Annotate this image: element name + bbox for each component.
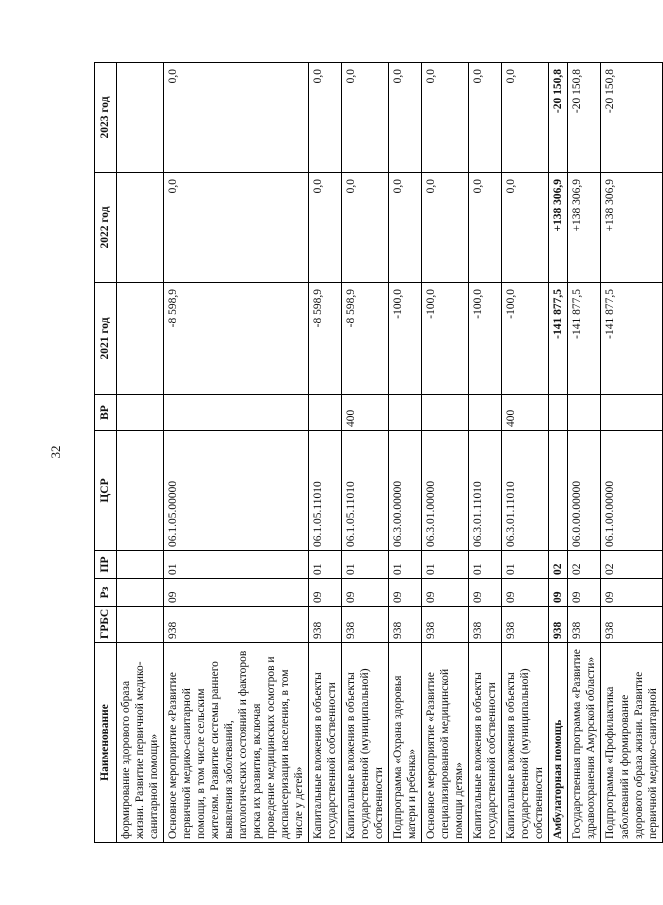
- cell-csr: 06.3.01.11010: [469, 431, 502, 551]
- cell-2021: -100,0: [469, 283, 502, 395]
- cell-pr: 01: [309, 551, 342, 579]
- cell-csr: 06.3.01.00000: [422, 431, 469, 551]
- cell-2023: [117, 63, 164, 173]
- cell-grbs: 938: [549, 607, 568, 643]
- table-row: [117, 63, 164, 843]
- cell-2022: 0,0: [502, 173, 549, 283]
- cell-csr: 06.1.05.11010: [309, 431, 342, 551]
- cell-rz: 09: [389, 579, 422, 607]
- cell-pr: [117, 551, 164, 579]
- budget-table: [94, 62, 663, 843]
- col-header-grbs: ГРБС: [95, 607, 117, 643]
- cell-2022: [117, 173, 164, 283]
- cell-grbs: 938: [502, 607, 549, 643]
- cell-rz: 09: [469, 579, 502, 607]
- cell-csr: [117, 431, 164, 551]
- cell-2023: 0,0: [342, 63, 389, 173]
- table-row: [502, 63, 549, 843]
- cell-rz: 09: [502, 579, 549, 607]
- table-row: [568, 63, 601, 843]
- cell-vr: [549, 395, 568, 431]
- cell-name: Капитальные вложения в объекты государственной (муниципальной) собственности: [342, 643, 389, 843]
- cell-2023: 0,0: [389, 63, 422, 173]
- cell-2022: 0,0: [342, 173, 389, 283]
- table-row: [422, 63, 469, 843]
- cell-2023: 0,0: [309, 63, 342, 173]
- cell-pr: 01: [469, 551, 502, 579]
- cell-2022: +138 306,9: [549, 173, 568, 283]
- cell-grbs: 938: [309, 607, 342, 643]
- cell-vr: [469, 395, 502, 431]
- cell-pr: 01: [164, 551, 309, 579]
- cell-2021: -100,0: [422, 283, 469, 395]
- table-row: [601, 63, 662, 843]
- cell-csr: 06.3.01.11010: [502, 431, 549, 551]
- table-row: [309, 63, 342, 843]
- cell-2021: -8 598,9: [309, 283, 342, 395]
- table-body: [117, 63, 663, 843]
- cell-vr: [422, 395, 469, 431]
- cell-grbs: [117, 607, 164, 643]
- cell-name: Подпрограмма «Профилактика заболеваний и формирование здорового образа жизни. Развитие первичной медико-санитарной: [601, 643, 662, 843]
- cell-vr: 400: [342, 395, 389, 431]
- cell-vr: [309, 395, 342, 431]
- table-row: [164, 63, 309, 843]
- cell-pr: 01: [389, 551, 422, 579]
- col-header-csr: ЦСР: [95, 431, 117, 551]
- cell-rz: 09: [549, 579, 568, 607]
- cell-vr: [117, 395, 164, 431]
- cell-2021: [117, 283, 164, 395]
- cell-name: Основное мероприятие «Развитие специализированной медицинской помощи детям»: [422, 643, 469, 843]
- cell-grbs: 938: [389, 607, 422, 643]
- cell-2021: -8 598,9: [164, 283, 309, 395]
- cell-2023: 0,0: [469, 63, 502, 173]
- cell-csr: 06.1.05.11010: [342, 431, 389, 551]
- cell-rz: 09: [342, 579, 389, 607]
- cell-2022: 0,0: [422, 173, 469, 283]
- col-header-2023: 2023 год: [95, 63, 117, 173]
- cell-2021: -141 877,5: [568, 283, 601, 395]
- cell-2023: -20 150,8: [549, 63, 568, 173]
- col-header-2022: 2022 год: [95, 173, 117, 283]
- cell-2021: -100,0: [389, 283, 422, 395]
- cell-name: Подпрограмма «Охрана здоровья матери и ребенка»: [389, 643, 422, 843]
- cell-vr: [568, 395, 601, 431]
- cell-name: Основное мероприятие «Развитие первичной медико-санитарной помощи, в том числе сельским жителям. Развитие системы раннего выявления заболеваний, патологических состояний и факторов риска их развития, включая проведение медицинских осмотров и диспансеризации населения, в том числе у детей»: [164, 643, 309, 843]
- rotated-page: [94, 63, 659, 843]
- cell-csr: 06.1.00.00000: [601, 431, 662, 551]
- cell-name: Капитальные вложения в объекты государственной (муниципальной) собственности: [502, 643, 549, 843]
- cell-2023: 0,0: [502, 63, 549, 173]
- cell-2023: 0,0: [164, 63, 309, 173]
- cell-grbs: 938: [568, 607, 601, 643]
- cell-grbs: 938: [164, 607, 309, 643]
- col-header-2021: 2021 год: [95, 283, 117, 395]
- cell-2023: 0,0: [422, 63, 469, 173]
- cell-rz: 09: [601, 579, 662, 607]
- col-header-rz: Рз: [95, 579, 117, 607]
- cell-grbs: 938: [342, 607, 389, 643]
- cell-name: Капитальные вложения в объекты государственной собственности: [469, 643, 502, 843]
- cell-name: Капитальные вложения в объекты государственной собственности: [309, 643, 342, 843]
- table-row: [342, 63, 389, 843]
- cell-pr: 01: [422, 551, 469, 579]
- cell-grbs: 938: [422, 607, 469, 643]
- cell-rz: 09: [568, 579, 601, 607]
- cell-2021: -100,0: [502, 283, 549, 395]
- cell-name: формирование здорового образа жизни. Развитие первичной медико-санитарной помощи»: [117, 643, 164, 843]
- cell-2022: 0,0: [389, 173, 422, 283]
- cell-2021: -141 877,5: [549, 283, 568, 395]
- cell-rz: 09: [422, 579, 469, 607]
- col-header-name: Наименование: [95, 643, 117, 843]
- cell-rz: 09: [164, 579, 309, 607]
- cell-csr: 06.0.00.00000: [568, 431, 601, 551]
- cell-name: Амбулаторная помощь: [549, 643, 568, 843]
- cell-name: Государственная программа «Развитие здравоохранения Амурской области»: [568, 643, 601, 843]
- cell-2022: 0,0: [164, 173, 309, 283]
- cell-pr: 01: [502, 551, 549, 579]
- cell-pr: 01: [342, 551, 389, 579]
- cell-rz: 09: [309, 579, 342, 607]
- col-header-vr: ВР: [95, 395, 117, 431]
- page-number: 32: [48, 445, 63, 459]
- table-row: [469, 63, 502, 843]
- cell-2021: -141 877,5: [601, 283, 662, 395]
- cell-vr: [164, 395, 309, 431]
- cell-vr: [601, 395, 662, 431]
- cell-vr: 400: [502, 395, 549, 431]
- cell-grbs: 938: [601, 607, 662, 643]
- cell-2022: +138 306,9: [601, 173, 662, 283]
- cell-2021: -8 598,9: [342, 283, 389, 395]
- cell-grbs: 938: [469, 607, 502, 643]
- cell-2022: 0,0: [309, 173, 342, 283]
- cell-vr: [389, 395, 422, 431]
- cell-rz: [117, 579, 164, 607]
- col-header-pr: ПР: [95, 551, 117, 579]
- header-row: [95, 63, 117, 843]
- cell-2022: +138 306,9: [568, 173, 601, 283]
- cell-2022: 0,0: [469, 173, 502, 283]
- cell-csr: 06.1.05.00000: [164, 431, 309, 551]
- cell-pr: 02: [549, 551, 568, 579]
- cell-pr: 02: [601, 551, 662, 579]
- cell-2023: -20 150,8: [568, 63, 601, 173]
- table-row: [389, 63, 422, 843]
- cell-csr: 06.3.00.00000: [389, 431, 422, 551]
- table-row: [549, 63, 568, 843]
- cell-pr: 02: [568, 551, 601, 579]
- cell-2023: -20 150,8: [601, 63, 662, 173]
- cell-csr: [549, 431, 568, 551]
